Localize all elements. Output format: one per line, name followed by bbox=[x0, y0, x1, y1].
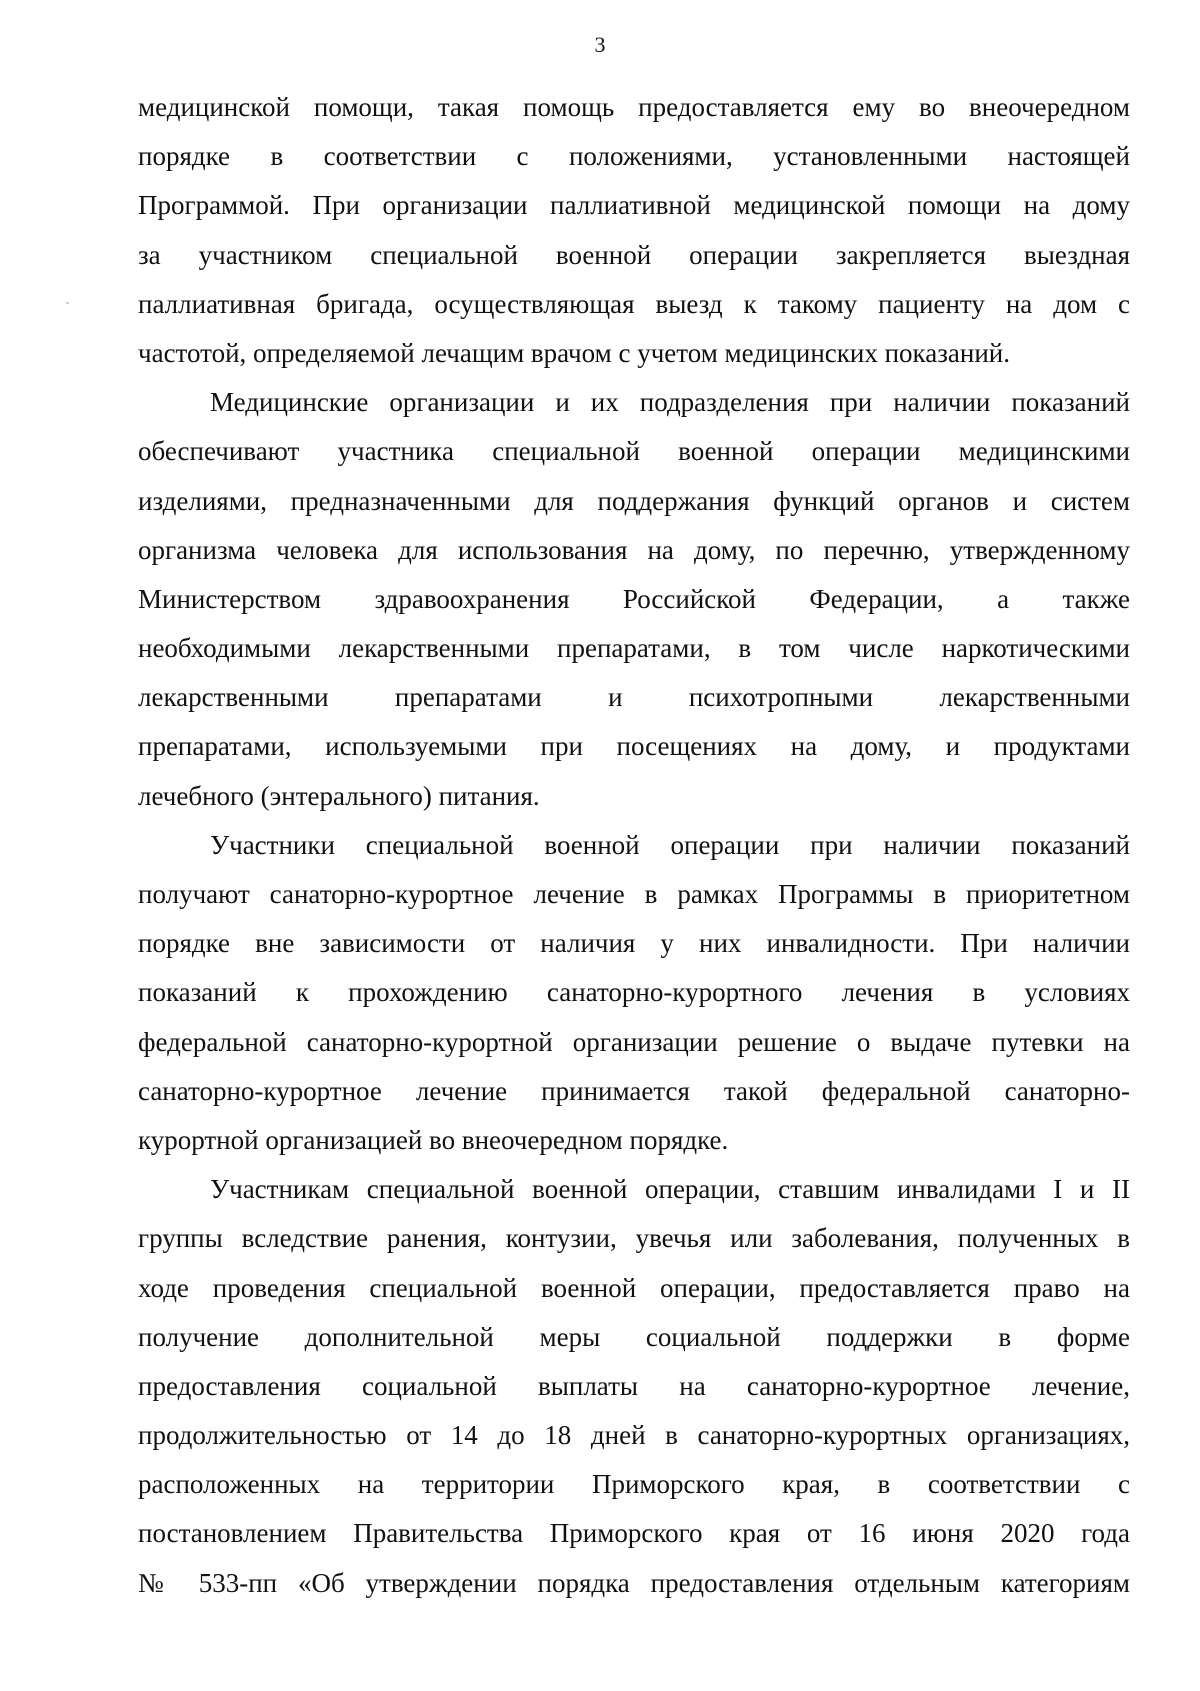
scan-artifact bbox=[66, 302, 69, 304]
text-line: ходе проведения специальной военной операции, предоставляется право на bbox=[138, 1272, 1130, 1303]
text-line: паллиативная бригада, осуществляющая выезд к такому пациенту на дом с bbox=[138, 288, 1130, 319]
text-line: порядке в соответствии с положениями, установленными настоящей bbox=[138, 141, 1130, 172]
text-line: расположенных на территории Приморского края, в соответствии с bbox=[138, 1469, 1130, 1500]
text-line: медицинской помощи, такая помощь предоставляется ему во внеочередном bbox=[138, 92, 1130, 122]
paragraph-first-line: Участникам специальной военной операции, ставшим инвалидами I и II bbox=[210, 1174, 1130, 1205]
document-body bbox=[138, 83, 1130, 1608]
text-line: лекарственными препаратами и психотропными лекарственными bbox=[138, 682, 1130, 713]
text-line: группы вследствие ранения, контузии, увечья или заболевания, полученных в bbox=[138, 1223, 1130, 1254]
text-line: предоставления социальной выплаты на санаторно-курортное лечение, bbox=[138, 1370, 1130, 1401]
text-line: получают санаторно-курортное лечение в рамках Программы в приоритетном bbox=[138, 879, 1130, 909]
text-line: организма человека для использования на дому, по перечню, утвержденному bbox=[138, 534, 1130, 565]
text-line: постановлением Правительства Приморского края от 16 июня 2020 года bbox=[138, 1518, 1130, 1549]
text-line: частотой, определяемой лечащим врачом с учетом медицинских показаний. bbox=[138, 337, 1010, 368]
text-line: № 533-пп «Об утверждении порядка предоставления отдельным категориям bbox=[138, 1567, 1130, 1598]
page-number: 3 bbox=[594, 32, 606, 57]
text-line: показаний к прохождению санаторно-курортного лечения в условиях bbox=[138, 977, 1130, 1008]
text-line: Программой. При организации паллиативной медицинской помощи на дому bbox=[138, 190, 1130, 221]
text-line: санаторно-курортное лечение принимается такой федеральной санаторно- bbox=[138, 1075, 1130, 1106]
text-line: курортной организацией во внеочередном порядке. bbox=[138, 1124, 729, 1155]
text-line: за участником специальной военной операции закрепляется выездная bbox=[138, 239, 1130, 270]
text-line: изделиями, предназначенными для поддержания функций органов и систем bbox=[138, 485, 1130, 516]
text-line: обеспечивают участника специальной военной операции медицинскими bbox=[138, 436, 1130, 467]
text-line: порядке вне зависимости от наличия у них инвалидности. При наличии bbox=[138, 928, 1130, 959]
paragraph-first-line: Участники специальной военной операции при наличии показаний bbox=[210, 829, 1130, 860]
text-line: необходимыми лекарственными препаратами, в том числе наркотическими bbox=[138, 633, 1130, 664]
text-line: продолжительностью от 14 до 18 дней в санаторно-курортных организациях, bbox=[138, 1420, 1130, 1451]
text-line: получение дополнительной меры социальной поддержки в форме bbox=[138, 1321, 1130, 1352]
text-line: федеральной санаторно-курортной организации решение о выдаче путевки на bbox=[138, 1026, 1130, 1057]
text-line: лечебного (энтерального) питания. bbox=[138, 780, 540, 811]
text-line: препаратами, используемыми при посещениях на дому, и продуктами bbox=[138, 731, 1130, 762]
text-line: Министерством здравоохранения Российской Федерации, а также bbox=[138, 583, 1130, 614]
paragraph-first-line: Медицинские организации и их подразделения при наличии показаний bbox=[210, 387, 1130, 418]
